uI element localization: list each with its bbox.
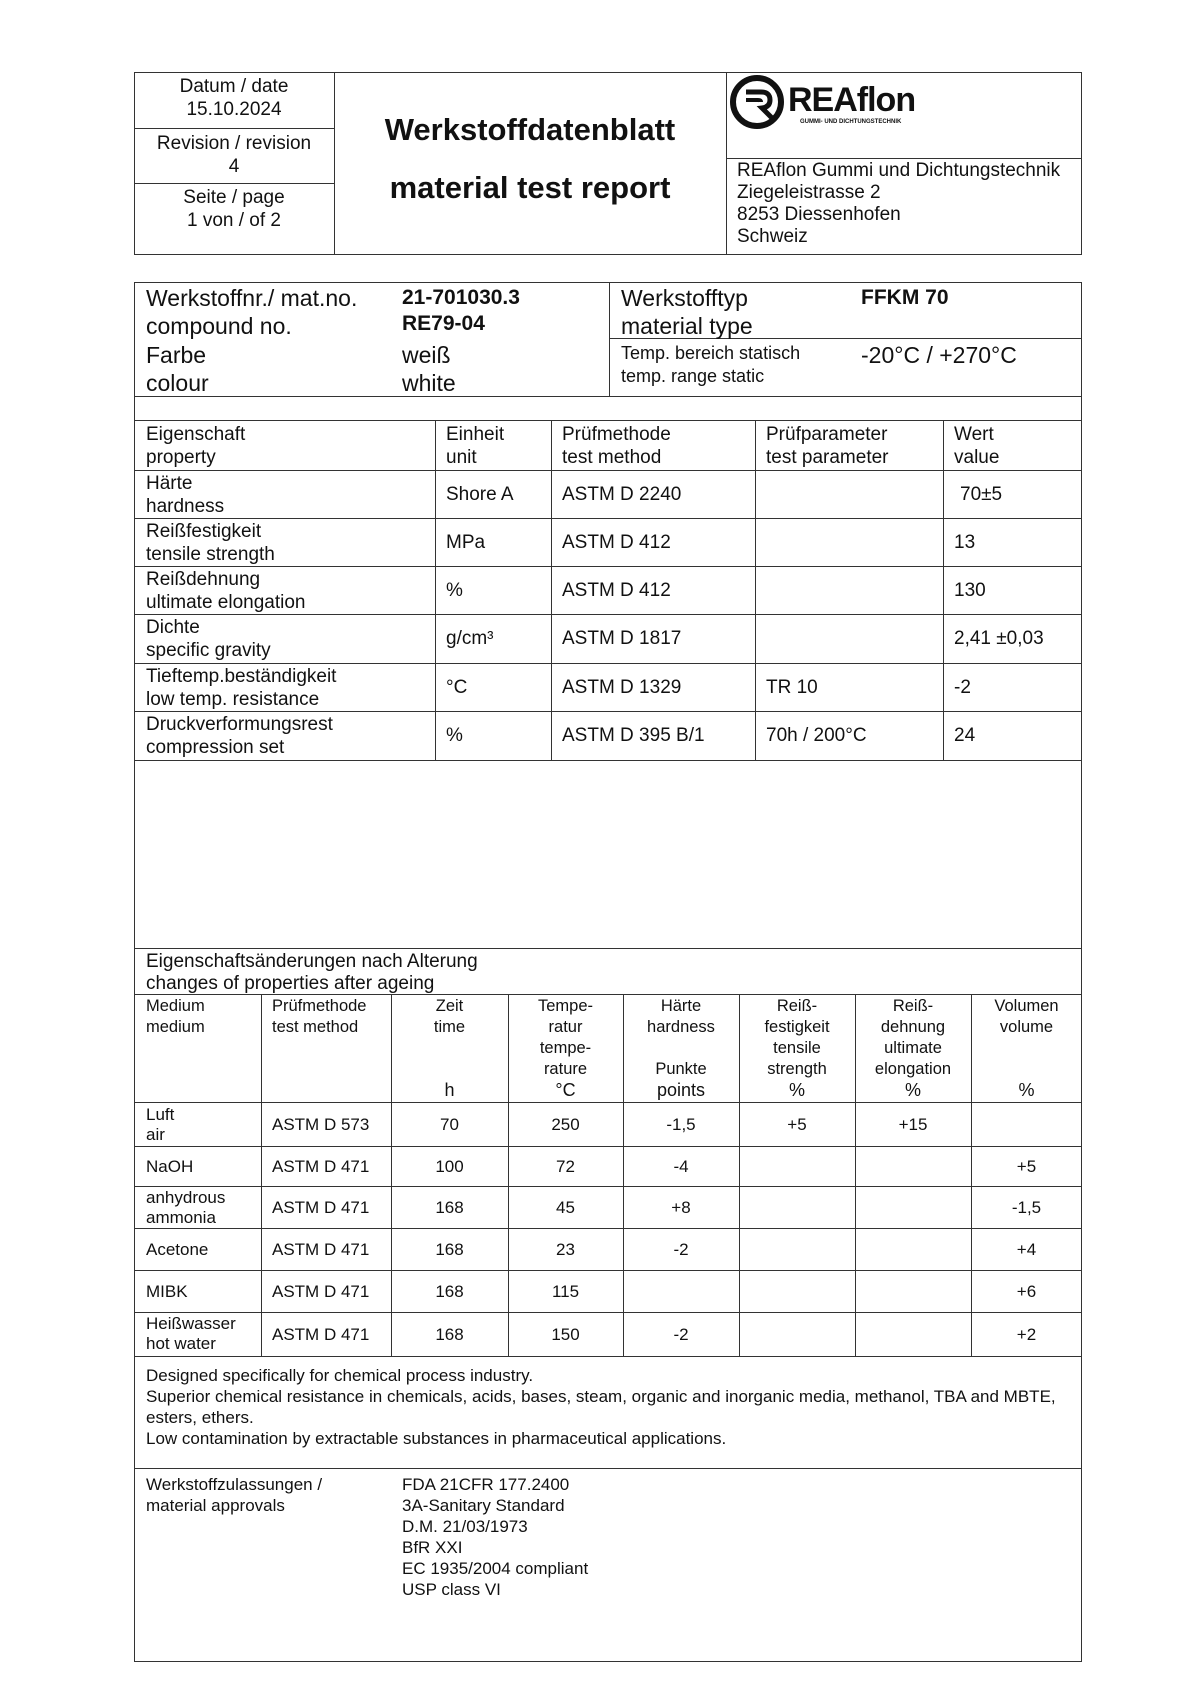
ageing-time: 168 [435,1240,464,1259]
property-value: 2,41 ±0,03 [954,628,1044,649]
ageing-header-hardness-de: Härte [660,997,702,1015]
ageing-header-tensile-2: festigkeit [764,1018,830,1036]
ageing-header-time-de: Zeit [435,997,464,1015]
company-name: REAflon Gummi und Dichtungstechnik [737,160,1061,181]
ageing-temp: 115 [551,1282,580,1301]
property-name-en: hardness [146,496,225,517]
header-property-en: property [146,447,216,468]
ageing-method: ASTM D 471 [272,1240,370,1259]
ageing-header-elongation-2: dehnung [880,1018,946,1036]
header-value-de: Wert [954,424,994,445]
property-unit: °C [446,677,468,698]
property-name-de: Reißdehnung [146,569,261,590]
ageing-medium-line-2: ammonia [146,1208,216,1227]
header-unit-en: unit [446,447,477,468]
header-method-de: Prüfmethode [562,424,671,445]
header-value-en: value [954,447,1000,468]
ageing-hardness: -1,5 [666,1115,696,1134]
ageing-time: 70 [440,1115,459,1134]
colour-label-de: Farbe [146,342,207,368]
colour-value-de: weiß [402,342,451,368]
ageing-header-temp-1: Tempe- [537,997,594,1015]
ageing-tensile: +5 [787,1115,807,1134]
property-method: ASTM D 395 B/1 [562,725,705,746]
header-property-de: Eigenschaft [146,424,246,445]
property-name-en: specific gravity [146,640,271,661]
ageing-header-elongation-1: Reiß- [892,997,934,1015]
approval-item: 3A-Sanitary Standard [402,1496,565,1515]
ageing-time: 100 [435,1157,464,1176]
ageing-header-tensile-1: Reiß- [776,997,818,1015]
ageing-hardness: -2 [673,1240,689,1259]
note-line: Superior chemical resistance in chemicals, acids, bases, steam, organic and inorganic media, methanol, TBA and MBTE, esters, ethers. [146,1387,1056,1427]
property-name-de: Druckverformungsrest [146,714,333,735]
ageing-header-volume-unit: % [1018,1080,1035,1100]
ageing-header-volume-en: volume [999,1018,1054,1036]
date-value: 15.10.2024 [186,99,282,120]
approval-item: USP class VI [402,1580,501,1599]
property-name-de: Härte [146,473,193,494]
property-value: -2 [954,677,971,698]
material-type-label-de: Werkstofftyp [621,285,748,311]
ageing-method: ASTM D 471 [272,1198,370,1217]
note-line: Designed specifically for chemical process industry. [146,1366,534,1385]
ageing-medium-line-1: NaOH [146,1157,194,1176]
property-unit: % [446,725,463,746]
colour-label-en: colour [146,370,209,396]
ageing-header-elongation-3: ultimate [884,1039,942,1057]
property-value: 130 [954,580,986,601]
matno-label-en: compound no. [146,313,292,339]
logo-subtitle: GUMMI- UND DICHTUNGSTECHNIK [800,119,902,125]
ageing-medium-line-2: hot water [146,1334,216,1353]
ageing-header-elongation-unit: % [904,1080,921,1100]
ageing-header-elongation-4: elongation [874,1060,952,1078]
date-label: Datum / date [179,76,289,97]
property-unit: Shore A [446,484,514,505]
ageing-header-tensile-4: strength [767,1060,827,1078]
ageing-time: 168 [435,1198,464,1217]
ageing-method: ASTM D 471 [272,1157,370,1176]
ageing-header-tensile-3: tensile [773,1039,821,1057]
ageing-header-medium-en: medium [146,1018,205,1036]
approvals-label-de: Werkstoffzulassungen / [146,1475,323,1494]
ageing-medium-line-1: anhydrous [146,1188,226,1207]
property-unit: g/cm³ [446,628,494,649]
ageing-time: 168 [435,1325,464,1344]
ageing-time: 168 [435,1282,464,1301]
approval-item: D.M. 21/03/1973 [402,1517,528,1536]
approvals-label-en: material approvals [146,1496,285,1515]
ageing-hardness: +8 [671,1198,691,1217]
ageing-medium-line-1: Heißwasser [146,1314,236,1333]
ageing-temp: 72 [556,1157,575,1176]
logo-text: REAflon [788,81,916,119]
matno-value: 21-701030.3 [402,286,520,309]
ageing-temp: 250 [551,1115,580,1134]
reaflon-logo-icon [728,74,790,130]
property-method: ASTM D 2240 [562,484,682,505]
company-country: Schweiz [737,226,808,247]
company-city: 8253 Diessenhofen [737,204,901,225]
property-name-en: compression set [146,737,285,758]
ageing-header-hardness-en: hardness [647,1018,715,1036]
property-name-de: Reißfestigkeit [146,521,262,542]
ageing-header-medium-de: Medium [146,997,205,1015]
property-name-de: Dichte [146,617,200,638]
ageing-method: ASTM D 471 [272,1282,370,1301]
property-name-en: ultimate elongation [146,592,306,613]
ageing-header-hardness-unit-en: points [656,1080,706,1100]
ageing-header-time-en: time [433,1018,466,1036]
ageing-medium-line-1: Luft [146,1105,175,1124]
revision-label: Revision / revision [156,133,312,154]
ageing-volume: +2 [1016,1325,1037,1344]
ageing-hardness: -4 [673,1157,689,1176]
temp-range-label-de: Temp. bereich statisch [621,343,801,363]
company-street: Ziegeleistrasse 2 [737,182,881,203]
matno-label-de: Werkstoffnr./ mat.no. [146,285,358,311]
ageing-volume: +5 [1016,1157,1037,1176]
ageing-medium-line-1: Acetone [146,1240,209,1259]
header-unit-de: Einheit [446,424,505,445]
ageing-medium-line-2: air [146,1125,165,1144]
temp-range-label-en: temp. range static [621,366,765,386]
ageing-header-temp-4: rature [543,1060,588,1078]
property-param: TR 10 [766,677,818,698]
property-method: ASTM D 412 [562,580,671,601]
company-logo [728,74,916,134]
compound-value: RE79-04 [402,312,485,335]
ageing-hardness: -2 [673,1325,689,1344]
header-param-de: Prüfparameter [766,424,888,445]
property-method: ASTM D 412 [562,532,671,553]
approval-item: EC 1935/2004 compliant [402,1559,589,1578]
page-label: Seite / page [183,187,285,208]
colour-value-en: white [402,370,456,396]
ageing-title-en: changes of properties after ageing [146,973,435,994]
ageing-volume: +6 [1016,1282,1037,1301]
ageing-header-volume-de: Volumen [994,997,1059,1015]
header-method-en: test method [562,447,662,468]
property-unit: MPa [446,532,486,553]
property-value: 13 [954,532,976,553]
property-name-en: low temp. resistance [146,689,320,710]
note-line: Low contamination by extractable substances in pharmaceutical applications. [146,1429,727,1448]
ageing-header-temp-3: tempe- [539,1039,592,1057]
temp-range-value: -20°C / +270°C [861,342,1017,368]
revision-value: 4 [228,156,240,177]
ageing-method: ASTM D 573 [272,1115,370,1134]
ageing-header-temp-unit: °C [555,1080,576,1100]
material-type-label-en: material type [621,313,753,339]
property-value: 24 [954,725,976,746]
ageing-temp: 23 [556,1240,575,1259]
ageing-elongation: +15 [898,1115,928,1134]
ageing-header-method-en: test method [272,1018,359,1036]
ageing-header-hardness-unit-de: Punkte [655,1060,707,1078]
approval-item: FDA 21CFR 177.2400 [402,1475,570,1494]
ageing-temp: 45 [556,1198,575,1217]
ageing-header-time-unit: h [444,1080,455,1100]
ageing-temp: 150 [551,1325,580,1344]
title-en: material test report [389,170,671,205]
property-value: 70±5 [960,484,1003,505]
ageing-header-tensile-unit: % [788,1080,805,1100]
property-name-de: Tieftemp.beständigkeit [146,666,337,687]
ageing-header-method-de: Prüfmethode [272,997,367,1015]
page-value: 1 von / of 2 [186,210,281,231]
ageing-medium-line-1: MIBK [146,1282,188,1301]
ageing-volume: +4 [1016,1240,1037,1259]
property-name-en: tensile strength [146,544,275,565]
ageing-volume: -1,5 [1011,1198,1042,1217]
ageing-header-temp-2: ratur [548,1018,583,1036]
ageing-title-de: Eigenschaftsänderungen nach Alterung [146,951,478,972]
header-param-en: test parameter [766,447,889,468]
title-de: Werkstoffdatenblatt [384,112,676,147]
property-method: ASTM D 1817 [562,628,682,649]
property-method: ASTM D 1329 [562,677,682,698]
ageing-method: ASTM D 471 [272,1325,370,1344]
property-unit: % [446,580,463,601]
approval-item: BfR XXI [402,1538,463,1557]
material-type-value: FFKM 70 [861,286,949,309]
property-param: 70h / 200°C [766,725,867,746]
